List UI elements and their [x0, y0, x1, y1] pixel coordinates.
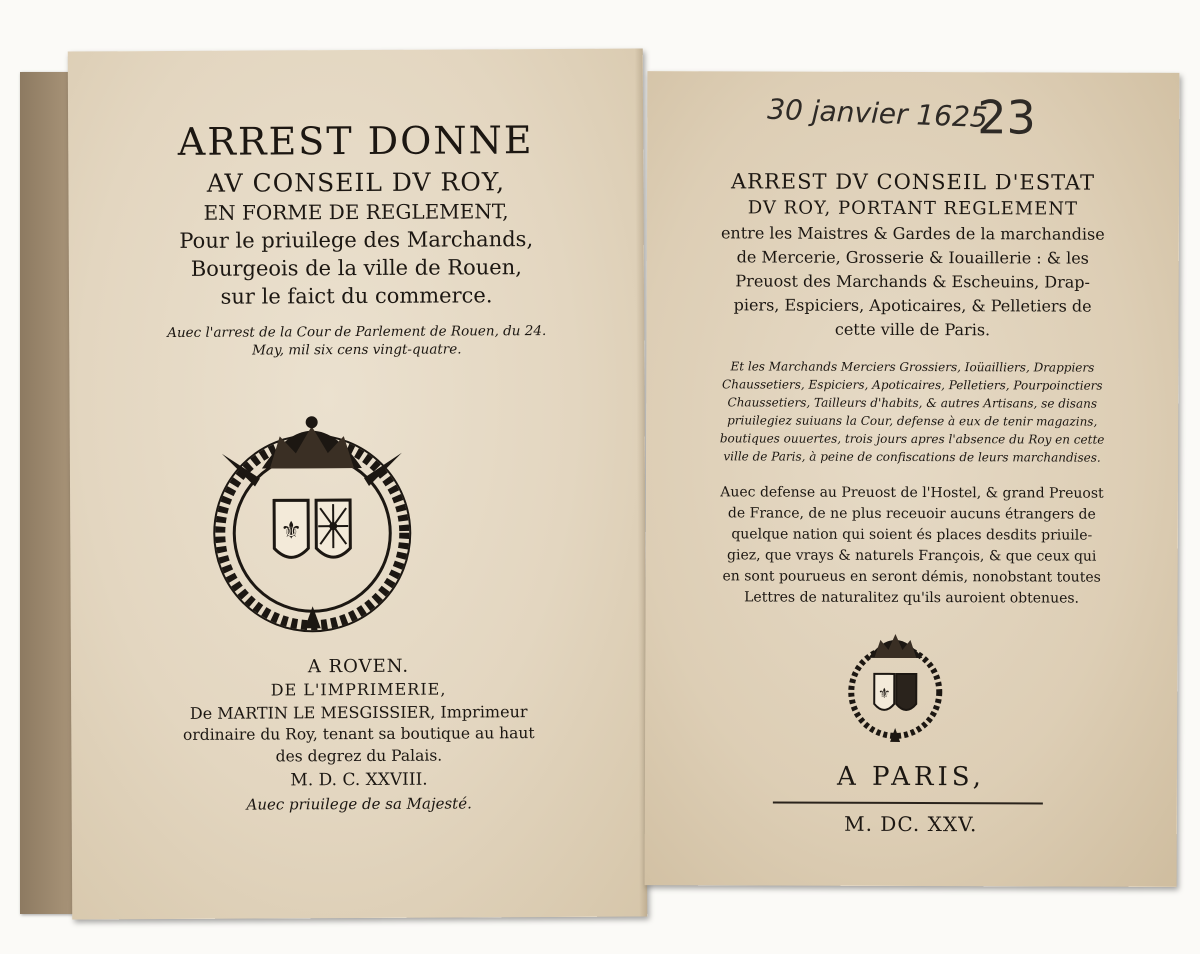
handwritten-number: 23 — [977, 90, 1036, 145]
left-privilege: Auec priuilege de sa Majesté. — [246, 794, 472, 814]
left-imprint-line-5: des degrez du Palais. — [275, 746, 443, 766]
right-defense-line-1: Auec defense au Preuost de l'Hostel, & grand Preuost — [720, 484, 1104, 502]
right-title-line-6: piers, Espiciers, Apoticaires, & Pelletiers de — [733, 295, 1092, 316]
left-title: ARREST DONNE — [177, 118, 534, 164]
right-pamphlet-page — [645, 71, 1180, 887]
royal-coat-of-arms-emblem — [200, 398, 426, 634]
right-italic-line-4: priuilegiez suiuans la Cour, defense à eux de tenir magazins, — [727, 413, 1098, 429]
right-italic-line-6: ville de Paris, à peine de confiscations de leurs marchandises. — [723, 449, 1101, 465]
left-imprint-line-2: DE L'IMPRIMERIE, — [270, 679, 447, 700]
right-defense-line-2: de France, de ne plus receuoir aucuns étrangers de — [727, 505, 1096, 523]
right-divider-rule — [773, 802, 1043, 805]
right-defense-line-5: en sont pourueus en seront démis, nonobstant toutes — [722, 568, 1101, 586]
right-title-line-3: entre les Maistres & Gardes de la marchandise — [720, 223, 1105, 244]
left-date: M. D. C. XXVIII. — [290, 769, 428, 791]
right-italic-line-5: boutiques ouuertes, trois jours apres l'absence du Roy en cette — [719, 431, 1105, 447]
svg-text:⚜: ⚜ — [280, 516, 303, 545]
handwritten-date: 30 janvier 1625 — [766, 92, 989, 135]
right-italic-line-2: Chaussetiers, Espiciers, Apoticaires, Pelletiers, Pourpoinctiers — [722, 377, 1103, 393]
right-title-line-2: DV ROY, PORTANT REGLEMENT — [747, 197, 1079, 220]
right-defense-line-6: Lettres de naturalitez qu'ils auroient obtenues. — [744, 589, 1080, 607]
right-defense-line-4: giez, que vrays & naturels François, & que ceux qui — [727, 547, 1097, 565]
right-title-line-7: cette ville de Paris. — [834, 319, 991, 340]
left-title-line-2: EN FORME DE REGLEMENT, — [203, 199, 509, 225]
right-place: A PARIS, — [836, 761, 985, 793]
right-italic-line-1: Et les Marchands Merciers Grossiers, Ioüailliers, Drappiers — [730, 359, 1095, 375]
right-title-line-4: de Mercerie, Grosserie & Iouaillerie : & les — [736, 247, 1089, 268]
left-note-line-1: Auec l'arrest de la Cour de Parlement de Rouen, du 24. — [167, 323, 547, 341]
right-italic-line-3: Chaussetiers, Tailleurs d'habits, & autres Artisans, se disans — [727, 395, 1098, 411]
small-coat-of-arms-emblem — [840, 628, 950, 744]
left-imprint-printer: De MARTIN LE MESGISSIER, Imprimeur — [189, 702, 528, 723]
left-pamphlet-page — [68, 49, 648, 920]
left-imprint-line-4: ordinaire du Roy, tenant sa boutique au haut — [182, 724, 535, 744]
right-title-line-1: ARREST DV CONSEIL D'ESTAT — [730, 169, 1096, 195]
right-defense-line-3: quelque nation qui soient és places desdits priuile- — [731, 526, 1093, 544]
left-title-line-4: Bourgeois de la ville de Rouen, — [190, 255, 522, 281]
left-title-line-5: sur le faict du commerce. — [220, 283, 493, 309]
left-note-line-2: May, mil six cens vingt-quatre. — [252, 341, 462, 359]
left-title-line-1: AV CONSEIL DV ROY, — [206, 167, 506, 198]
svg-text:⚜: ⚜ — [877, 685, 891, 702]
left-imprint-place: A ROVEN. — [307, 655, 410, 678]
right-title-line-5: Preuost des Marchands & Escheuins, Drap- — [735, 271, 1090, 292]
left-title-line-3: Pour le priuilege des Marchands, — [179, 227, 534, 253]
right-date: M. DC. XXV. — [844, 811, 978, 837]
